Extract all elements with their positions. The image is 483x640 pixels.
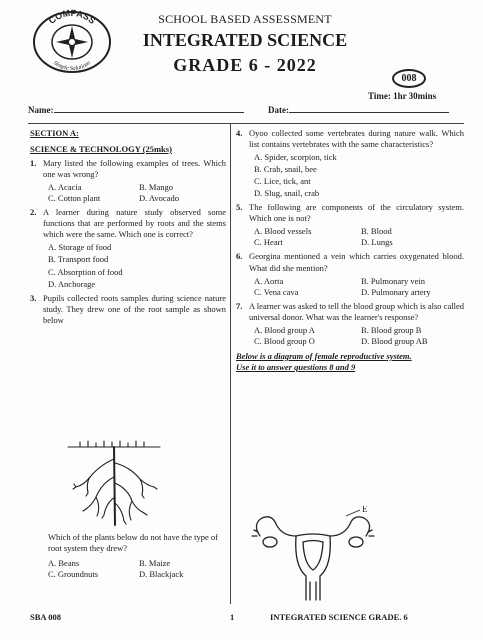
option-b: B. Mango bbox=[139, 182, 173, 193]
diagram-instruction-2: Use it to answer questions 8 and 9 bbox=[236, 361, 356, 372]
option-b: B. Blood group B bbox=[361, 324, 422, 335]
option-d: D. Pulmonary artery bbox=[361, 286, 431, 297]
diagram-label-e: E bbox=[362, 506, 368, 514]
root-system-diagram bbox=[60, 437, 170, 533]
assessment-subtitle: SCHOOL BASED ASSESSMENT bbox=[158, 12, 332, 26]
question-text: Mary listed the following examples of trees. Which one was wrong? bbox=[43, 158, 226, 180]
question-text: Oyoo collected some vertebrates during nature walk. Which list contains vertebrates with the same characteristics? bbox=[249, 128, 464, 150]
subsection-heading: SCIENCE & TECHNOLOGY (25mks) bbox=[30, 144, 172, 155]
option-b: B. Blood bbox=[361, 226, 392, 237]
option-d: D. Blackjack bbox=[139, 569, 184, 580]
subject-title: INTEGRATED SCIENCE bbox=[142, 30, 348, 50]
options-q2 bbox=[30, 242, 226, 289]
option-a: A. Spider, scorpion, tick bbox=[254, 152, 337, 163]
options-q7 bbox=[236, 325, 464, 347]
option-b: B. Pulmonary vein bbox=[361, 275, 425, 286]
question-text: Pupils collected roots samples during science nature study. They drew one of the root sample as shown below bbox=[43, 292, 226, 325]
option-a: A. Storage of food bbox=[48, 242, 112, 253]
question-number: 4. bbox=[236, 128, 243, 138]
option-a: A. Aorta bbox=[254, 275, 284, 286]
option-d: D. Lungs bbox=[361, 237, 393, 248]
options-q3 bbox=[30, 558, 226, 580]
option-c: C. Blood group O bbox=[254, 335, 315, 346]
grade-title: GRADE 6 - 2022 bbox=[173, 55, 317, 75]
question-text: The following are components of the circulatory system. Which one is not? bbox=[249, 202, 464, 224]
options-q1 bbox=[30, 182, 226, 204]
page-number: 1 bbox=[230, 612, 235, 622]
option-a: A. Blood vessels bbox=[254, 226, 312, 237]
question-4 bbox=[236, 128, 464, 150]
question-3 bbox=[30, 293, 226, 326]
name-label: Name: bbox=[28, 105, 54, 115]
option-d: D. Anchorage bbox=[48, 278, 96, 289]
option-c: C. Vena cava bbox=[254, 286, 299, 297]
option-c: C. Cotton plant bbox=[48, 193, 101, 204]
question-text: Georgina mentioned a vein which carries oxygenated blood. What did she mention? bbox=[249, 251, 464, 273]
option-b: B. Crab, snail, bee bbox=[254, 164, 317, 175]
question-1 bbox=[30, 158, 226, 180]
option-a: A. Blood group A bbox=[254, 324, 315, 335]
logo-motto: Simple Solutions bbox=[52, 60, 92, 73]
option-b: B. Transport food bbox=[48, 254, 109, 265]
name-field bbox=[28, 104, 244, 115]
question-number: 5. bbox=[236, 202, 243, 213]
date-underline bbox=[289, 104, 449, 113]
question-3-continued bbox=[30, 532, 226, 580]
question-text: A learner during nature study observed some functions that are performed by roots and the stems which were the same. Which one is correct? bbox=[43, 207, 226, 240]
question-5 bbox=[236, 202, 464, 224]
question-number: 6. bbox=[236, 251, 243, 262]
options-q4 bbox=[236, 152, 464, 199]
time-allowed: Time: 1hr 30mins bbox=[368, 91, 437, 101]
question-number: 3. bbox=[30, 292, 37, 303]
option-c: C. Lice, tick, ant bbox=[254, 176, 311, 187]
column-divider bbox=[230, 124, 231, 604]
option-d: D. Blood group AB bbox=[361, 335, 428, 346]
option-b: B. Maize bbox=[139, 558, 171, 569]
header-divider bbox=[28, 123, 464, 124]
question-text: Which of the plants below do not have the type of root system they drew? bbox=[48, 532, 218, 554]
option-c: C. Heart bbox=[254, 237, 283, 248]
option-c: C. Absorption of food bbox=[48, 266, 123, 277]
date-label: Date: bbox=[268, 105, 289, 115]
compass-logo bbox=[30, 4, 114, 74]
footer-subject: INTEGRATED SCIENCE GRADE. 6 bbox=[270, 612, 408, 622]
left-column bbox=[30, 128, 226, 326]
question-2 bbox=[30, 207, 226, 240]
logo-text: COMPASS bbox=[46, 7, 98, 26]
female-reproductive-system-diagram bbox=[248, 506, 378, 604]
options-q5 bbox=[236, 226, 464, 248]
question-number: 7. bbox=[236, 300, 243, 311]
section-heading: SECTION A: bbox=[30, 128, 79, 138]
question-6 bbox=[236, 251, 464, 273]
option-c: C. Groundnuts bbox=[48, 569, 99, 580]
option-d: D. Avocado bbox=[139, 193, 179, 204]
diagram-instruction: Below is a diagram of female reproductive system. bbox=[236, 350, 412, 361]
question-7 bbox=[236, 301, 464, 323]
name-underline bbox=[54, 104, 244, 113]
footer-code: SBA 008 bbox=[30, 612, 61, 622]
option-a: A. Beans bbox=[48, 558, 80, 569]
question-number: 1. bbox=[30, 158, 37, 169]
question-text: A learner was asked to tell the blood group which is also called universal donor. What was the learner's response? bbox=[249, 300, 464, 322]
svg-text:COMPASS bbox=[47, 8, 98, 26]
options-q6 bbox=[236, 276, 464, 298]
option-d: D. Slug, snail, crab bbox=[254, 188, 320, 199]
date-field bbox=[268, 104, 449, 115]
paper-code-badge: 008 bbox=[392, 69, 426, 88]
right-column bbox=[236, 128, 464, 373]
option-a: A. Acacia bbox=[48, 182, 82, 193]
question-number: 2. bbox=[30, 207, 37, 218]
